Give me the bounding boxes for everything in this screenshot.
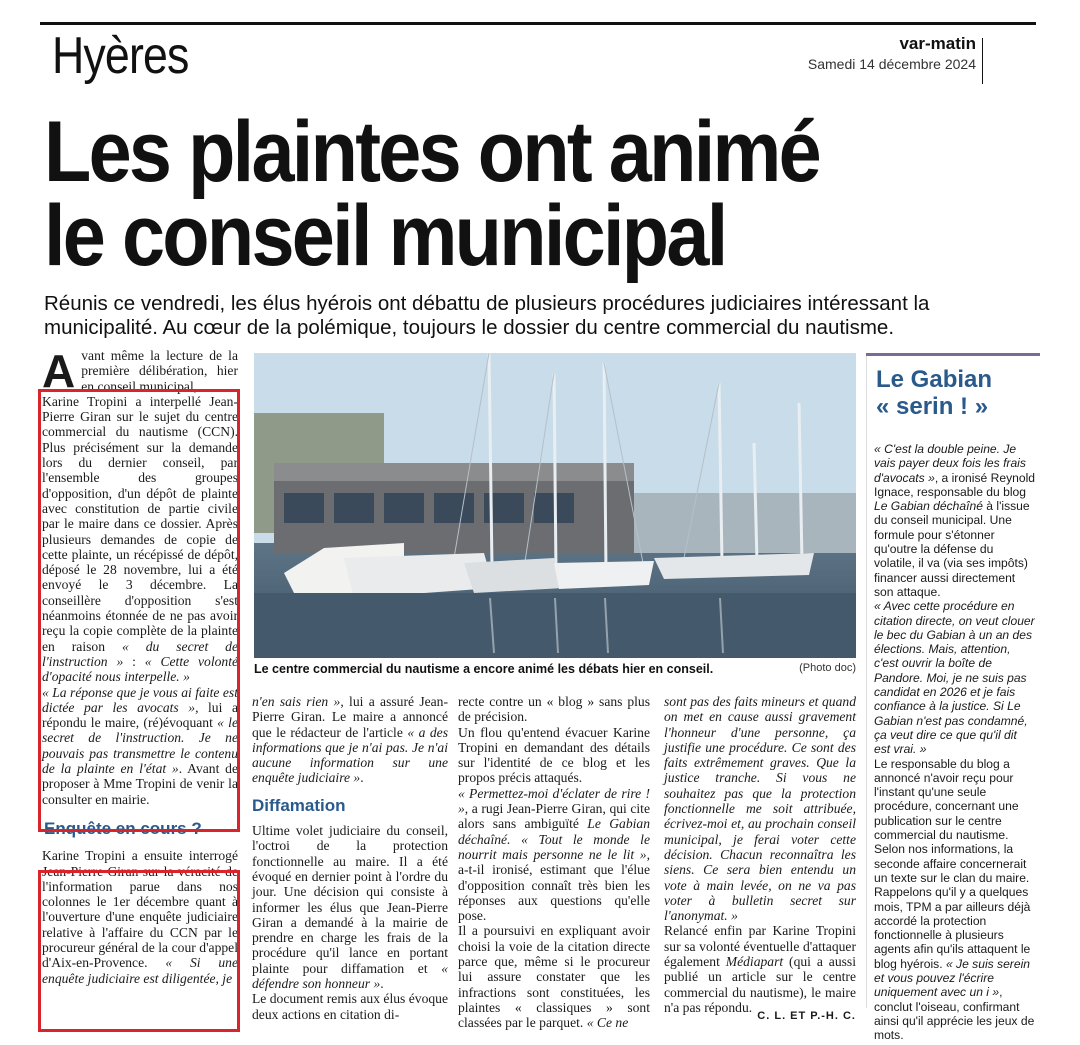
photo-caption (254, 662, 856, 676)
article-column-4 (664, 694, 856, 1015)
article-column-2 (252, 694, 448, 1022)
headline-line-1: Les plaintes ont animé (44, 104, 819, 200)
paragraph: Karine Tropini a ensuite interrogé Jean-Pierre Giran sur la véracité de l'information parue dans nos colonnes le 1er décembre quant à l'ouverture d'une enquête judiciaire relative à l'affaire du CCN par le procureur général de la cour d'appel d'Aix-en-Provence. « Si une enquête judiciaire est diligentée, je (42, 848, 239, 986)
paragraph: « Avec cette procédure en citation directe, on veut clouer le bec du Gabian à un an des élections. Mais, attention, c'est ouvrir la boîte de Pandore. Moi, je ne suis pas candidat en 2026 et je fais confiance à la justice. Si Le Gabian n'est pas condamné, ça veut dire ce que qu'il dit est vrai. » (874, 599, 1035, 757)
caption-text: Le centre commercial du nautisme a encore animé les débats hier en conseil. (254, 662, 714, 676)
paragraph: « C'est la double peine. Je vais payer deux fois les frais d'avocats », a ironisé Reynold Ignace, responsable du blog Le Gabian déchaîné à l'issue du conseil municipal. Une formule pour s'étonner qu'outre la défense du volatile, il va (via ses impôts) financer aussi directement son attaque. (874, 442, 1035, 599)
sidebar-box (866, 353, 1040, 1043)
subhead-enquete: Enquête en cours ? (44, 818, 202, 838)
paragraph: « La réponse que je vous ai faite est dictée par les avocats », lui a répondu le maire, (ré)évoquant « le secret de l'instruction. Je ne pouvais pas transmettre le contenu de la plainte en l'état ». Avant de proposer à Mme Tropini de venir la consulter en mairie. (42, 684, 238, 807)
paragraph: Ultime volet judiciaire du conseil, l'octroi de la protection fonctionnelle au maire. Il a été évoqué en dernier point à l'ordre du jour. Une décision qui consiste à informer les élus que Jean-Pierre Giran a demandé à la mairie de prendre en charge les frais de la procédure qu'il lance en portant plainte pour diffamation et « défendre son honneur ». (252, 823, 448, 992)
paragraph: Le responsable du blog a annoncé n'avoir reçu pour l'instant qu'une seule procédure, concernant une publication sur le centre commercial du nautisme. Selon nos informations, la seconde affaire concernerait un texte sur le clan du maire. Rappelons qu'il y a quelques mois, TPM a par ailleurs déjà accordé la protection fonctionnelle à plusieurs agents afin qu'ils attaquent le blog hyérois. « Je suis serein et vous pouvez l'écrire uniquement avec un i », conclut l'oiseau, confirmant ainsi qu'il apprécie les jeux de mots. (874, 756, 1035, 1043)
headline (44, 104, 819, 284)
paragraph: Relancé enfin par Karine Tropini sur sa volonté éventuelle d'attaquer également Médiapart (qui a aussi publié un article sur le centre commercial du nautisme), le maire n'a pas répondu. (664, 923, 856, 1015)
byline: C. L. ET P.-H. C. (757, 1010, 856, 1022)
photo-credit: (Photo doc) (799, 662, 856, 674)
section-title: Hyères (52, 27, 189, 85)
paragraph: Il a poursuivi en expliquant avoir choisi la voie de la citation directe parce que, même si le procureur lui assure constater que les infractions sont constituées, les plaintes « classiques » sont classées par le parquet. « Ce ne (458, 923, 650, 1031)
paragraph: Un flou qu'entend évacuer Karine Tropini en demandant des détails sur l'identité de ce blog et les propos précis attaqués. (458, 724, 650, 786)
paragraph: n'en sais rien », lui a assuré Jean-Pierre Giran. Le maire a annoncé que le rédacteur de l'article « a des informations que je n'ai pas. Je n'ai aucune information sur une enquête judiciaire ». (252, 694, 449, 786)
sidebar-title: Le Gabian « serin ! » (876, 366, 993, 420)
highlight-box-2 (38, 870, 240, 1032)
harbour-photo (254, 353, 856, 658)
issue-date: Samedi 14 décembre 2024 (807, 56, 976, 72)
paragraph: Karine Tropini a interpellé Jean-Pierre Giran sur le sujet du centre commercial du nautisme (CCN). Plus précisément sur la demande lors du dernier conseil, par l'ensemble des groupes d'opposition, d'un dépôt de plainte avec constitution de partie civile par le maire dans ce dossier. Après plusieurs demandes de copie de cette plainte, un récépissé de dépôt, déposé le 28 novembre, lui a été envoyé le 3 décembre. La conseillère d'opposition s'est néanmoins étonnée de ne pas avoir reçu la copie complète de la plainte en raison « du secret de l'instruction » : « Cette volonté d'opacité nous interpelle. » (42, 393, 238, 685)
top-rule (40, 22, 1036, 25)
sidebar-rule (866, 356, 867, 1008)
headline-line-2: le conseil municipal (44, 188, 726, 284)
brand-name: var-matin (899, 34, 976, 53)
masthead-divider (982, 38, 983, 84)
drop-cap: A (42, 345, 76, 397)
paragraph: « Permettez-moi d'éclater de rire ! », a rugi Jean-Pierre Giran, qui cite alors sans ambiguïté Le Gabian déchaîné. « Tout le monde le nourrit mais personne ne le lit », a-t-il ironisé, estimant que l'élue d'opposition connaît très bien les réponses aux questions qu'elle pose. (458, 785, 650, 924)
paragraph: Le document remis aux élus évoque deux actions en citation di- (252, 991, 448, 1022)
article-column-3 (458, 694, 650, 1031)
highlight-box-1 (38, 389, 240, 832)
subhead-diffamation: Diffamation (252, 795, 346, 815)
masthead (808, 34, 976, 72)
paragraph: sont pas des faits mineurs et quand on met en cause aussi gravement l'honneur d'une personne, ça justifie une procédure. Ce sont des faits extrêmement graves. Que la justice tranche. Si vous ne souhaitez pas que la protection fonctionnelle me soit attribuée, écrivez-moi et, au prochain conseil municipal, je ferai voter cette décision. Chacun reconnaîtra les siens. Ce sera bien entendu un vote à main levée, on ne va pas voter à bulletin secret sur l'anonymat. » (664, 694, 856, 924)
standfirst: Réunis ce vendredi, les élus hyérois ont débattu de plusieurs procédures judiciaires intéressant la municipalité. Au cœur de la polémique, toujours le dossier du centre commercial du nautisme. (44, 292, 930, 339)
boats-photo-illustration (254, 353, 856, 658)
sidebar-body (874, 442, 1036, 1042)
intro-paragraph: Avant même la lecture de la première délibération, hier en conseil municipal, (42, 345, 238, 397)
paragraph: recte contre un « blog » sans plus de précision. (458, 694, 650, 725)
